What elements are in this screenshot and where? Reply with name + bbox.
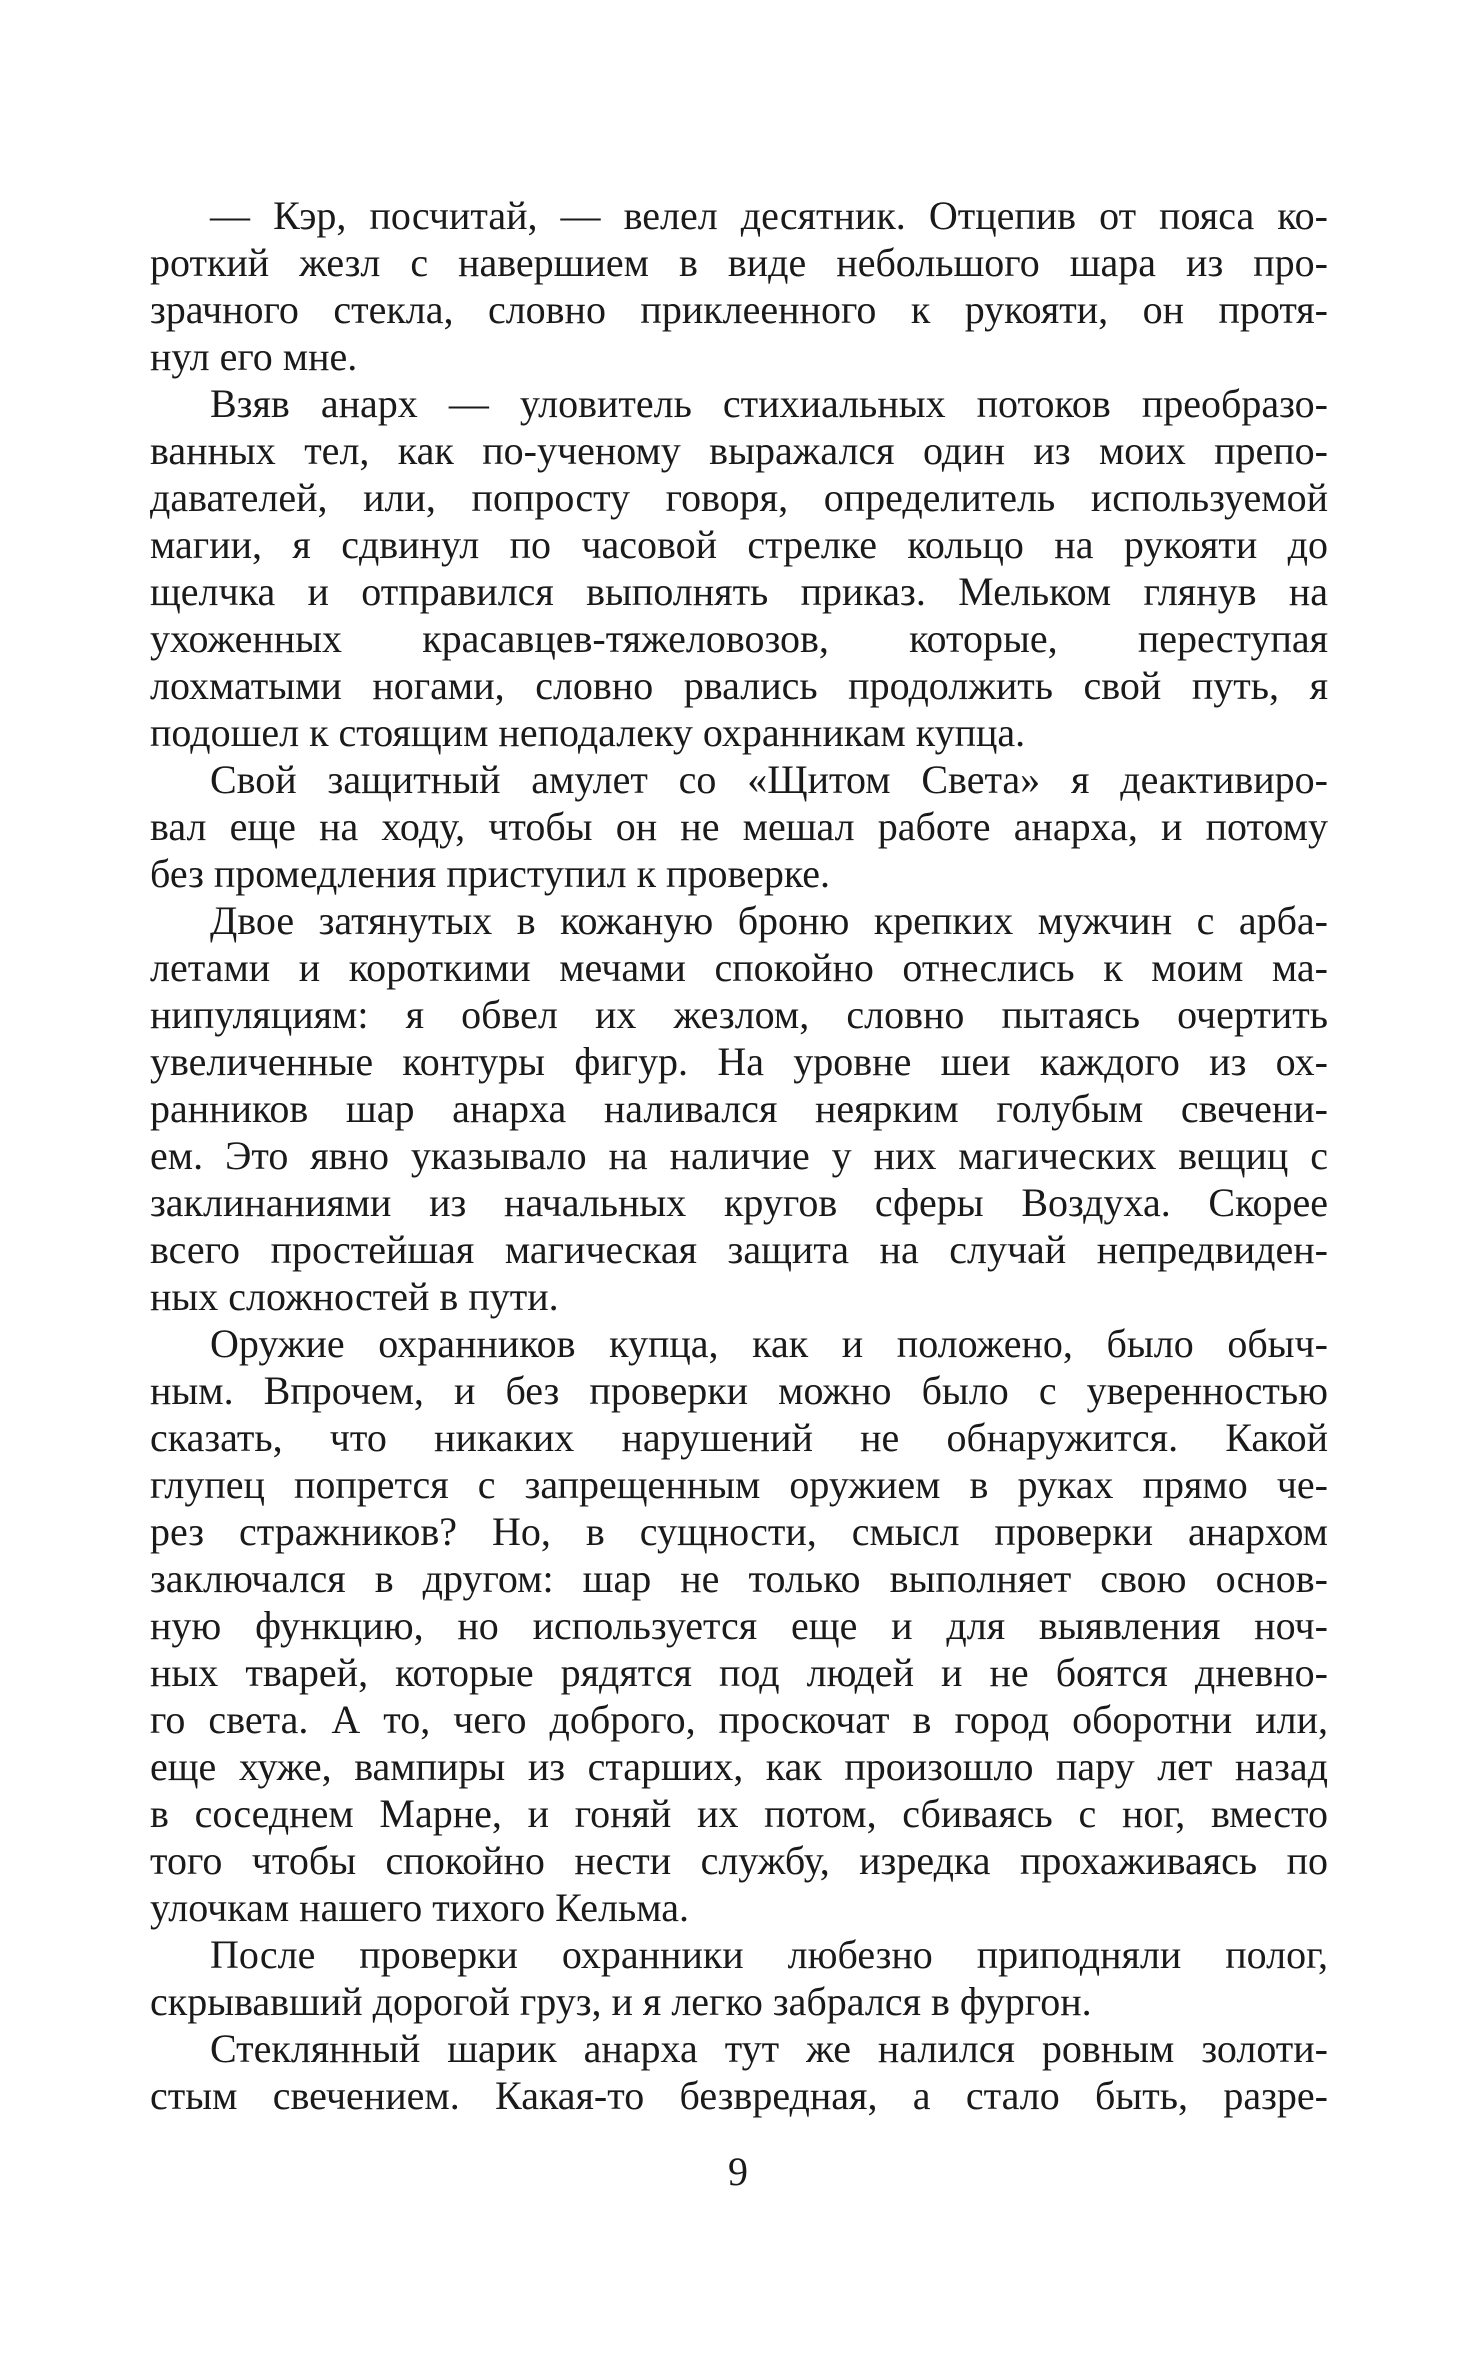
text-line: щелчка и отправился выполнять приказ. Мельком глянув на xyxy=(150,569,1328,614)
text-line: без промедления приступил к проверке. xyxy=(150,851,831,896)
text-line: еще хуже, вампиры из старших, как произошло пару лет назад xyxy=(150,1744,1328,1789)
text-line: ранников шар анарха наливался неярким голубым свечени- xyxy=(150,1086,1328,1131)
text-line: ных тварей, которые рядятся под людей и не боятся дневно- xyxy=(150,1650,1328,1695)
text-line: Стеклянный шарик анарха тут же налился ровным золоти- xyxy=(210,2026,1328,2071)
text-line: нул его мне. xyxy=(150,334,358,379)
text-line: роткий жезл с навершием в виде небольшого шара из про- xyxy=(150,240,1328,285)
text-line: Двое затянутых в кожаную броню крепких мужчин с арба- xyxy=(210,898,1328,943)
body-text xyxy=(150,192,1328,2119)
text-line: го света. А то, чего доброго, проскочат в город оборотни или, xyxy=(150,1697,1328,1742)
text-line: стым свечением. Какая-то безвредная, а стало быть, разре- xyxy=(150,2073,1328,2118)
text-line: заклинаниями из начальных кругов сферы Воздуха. Скорее xyxy=(150,1180,1328,1225)
text-line: ухоженных красавцев-тяжеловозов, которые, переступая xyxy=(150,616,1328,661)
text-line: Свой защитный амулет со «Щитом Света» я деактивиро- xyxy=(210,757,1328,802)
text-line: нипуляциям: я обвел их жезлом, словно пытаясь очертить xyxy=(150,992,1328,1037)
text-line: в соседнем Марне, и гоняй их потом, сбиваясь с ног, вместо xyxy=(150,1791,1328,1836)
text-line: Взяв анарх — уловитель стихиальных потоков преобразо- xyxy=(210,381,1328,426)
text-line: увеличенные контуры фигур. На уровне шеи каждого из ох- xyxy=(150,1039,1328,1084)
text-line: лохматыми ногами, словно рвались продолжить свой путь, я xyxy=(150,663,1328,708)
text-line: заключался в другом: шар не только выполняет свою основ- xyxy=(150,1556,1328,1601)
text-line: ную функцию, но используется еще и для выявления ноч- xyxy=(150,1603,1328,1648)
text-line: После проверки охранники любезно приподняли полог, xyxy=(210,1932,1328,1977)
text-line: зрачного стекла, словно приклеенного к рукояти, он протя- xyxy=(150,287,1328,332)
text-line: глупец попрется с запрещенным оружием в руках прямо че- xyxy=(150,1462,1328,1507)
text-line: улочкам нашего тихого Кельма. xyxy=(150,1885,689,1930)
text-line: ванных тел, как по-ученому выражался один из моих препо- xyxy=(150,428,1328,473)
page-number: 9 xyxy=(728,2149,748,2194)
text-line: ных сложностей в пути. xyxy=(150,1274,559,1319)
text-line: подошел к стоящим неподалеку охранникам купца. xyxy=(150,710,1026,755)
text-line: летами и короткими мечами спокойно отнеслись к моим ма- xyxy=(150,945,1328,990)
text-line: — Кэр, посчитай, — велел десятник. Отцепив от пояса ко- xyxy=(210,193,1328,238)
text-line: ным. Впрочем, и без проверки можно было с уверенностью xyxy=(150,1368,1328,1413)
text-line: того чтобы спокойно нести службу, изредка прохаживаясь по xyxy=(150,1838,1328,1883)
text-line: магии, я сдвинул по часовой стрелке кольцо на рукояти до xyxy=(150,522,1328,567)
text-line: всего простейшая магическая защита на случай непредвиден- xyxy=(150,1227,1328,1272)
text-line: ем. Это явно указывало на наличие у них магических вещиц с xyxy=(150,1133,1328,1178)
text-line: Оружие охранников купца, как и положено, было обыч- xyxy=(210,1321,1328,1366)
text-line: вал еще на ходу, чтобы он не мешал работе анарха, и потому xyxy=(150,804,1328,849)
text-line: давателей, или, попросту говоря, определитель используемой xyxy=(150,475,1328,520)
text-line: рез стражников? Но, в сущности, смысл проверки анархом xyxy=(150,1509,1328,1554)
text-line: скрывавший дорогой груз, и я легко забрался в фургон. xyxy=(150,1979,1092,2024)
text-line: сказать, что никаких нарушений не обнаружится. Какой xyxy=(150,1415,1328,1460)
